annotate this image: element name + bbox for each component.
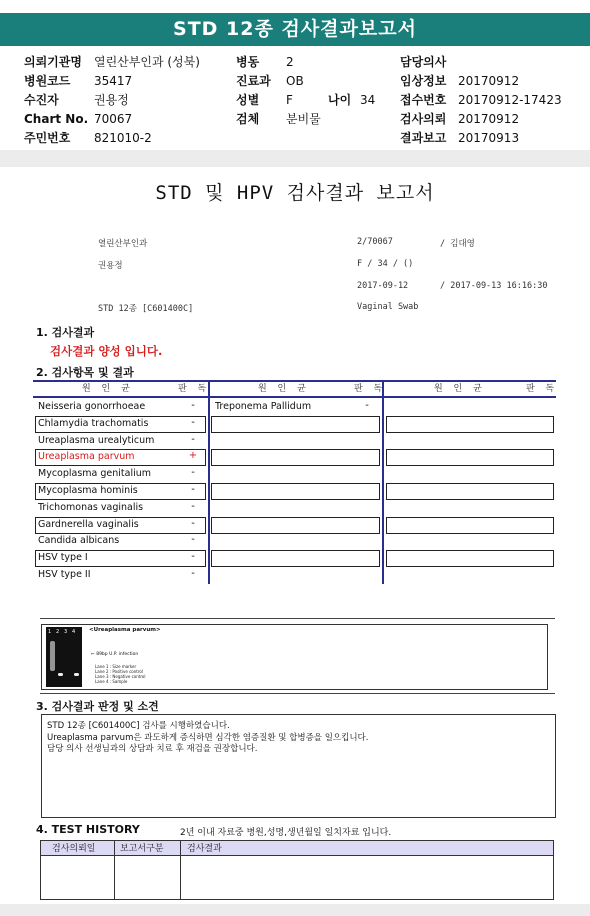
gel-legend-item: Lane 3 : Negative control <box>95 674 146 679</box>
header-field-value: 권용정 <box>94 93 129 107</box>
meta-test-code: STD 12종 [C601400C] <box>98 304 194 314</box>
meta-date-report: / 2017-09-13 16:16:30 <box>440 281 548 291</box>
header-field-value: 821010-2 <box>94 131 152 145</box>
pathogen-result: + <box>188 450 198 462</box>
header-field <box>24 91 200 110</box>
section-3-heading: 3. 검사결과 판정 및 소견 <box>36 700 159 713</box>
header-field-key: Chart No. <box>24 112 89 126</box>
pathogen-result: - <box>191 467 195 479</box>
pathogen-name: Mycoplasma genitalium <box>38 468 152 480</box>
header-field-key: 담당의사 <box>400 55 447 69</box>
header-field-value: 20170912 <box>458 74 520 88</box>
gel-lane-label: 1 <box>48 629 52 635</box>
table-divider-2 <box>382 381 384 584</box>
pathogen-name: Treponema Pallidum <box>215 401 312 412</box>
history-header-result: 검사결과 <box>187 844 222 854</box>
section-rule <box>40 618 555 619</box>
header-field <box>400 53 562 72</box>
inner-report-title: STD 및 HPV 검사결과 보고서 <box>155 182 435 204</box>
gel-lane-marker <box>50 641 55 671</box>
header-field <box>24 129 200 148</box>
th-pathogen-3: 원 인 균 <box>434 384 486 394</box>
section-4-heading: 4. TEST HISTORY <box>36 823 140 836</box>
history-table-header <box>40 840 554 856</box>
header-field <box>400 110 562 129</box>
header-field-value: 20170912-17423 <box>458 93 562 107</box>
empty-result-box <box>211 550 380 567</box>
pathogen-result: - <box>191 484 195 495</box>
header-field-value: 열린산부인과 (성북) <box>94 55 200 69</box>
header-field-value: 70067 <box>94 112 133 126</box>
header-field-key: 결과보고 <box>400 131 447 145</box>
th-judgement-2: 판 독 <box>354 384 387 394</box>
report-title: STD 12종 검사결과보고서 <box>0 13 590 46</box>
header-field-key: 의뢰기관명 <box>24 55 82 69</box>
gel-band-sample <box>74 673 79 676</box>
header-field <box>236 72 321 91</box>
th-judgement-3: 판 독 <box>526 384 559 394</box>
gel-legend-item: Lane 1 : Size marker <box>95 664 137 669</box>
pathogen-result: - <box>191 400 195 411</box>
header-field <box>236 53 321 72</box>
gel-arrow-label: ← 89bp U.P. infection <box>91 652 139 657</box>
header-field-key: 검사의뢰 <box>400 112 447 126</box>
pathogen-name: Trichomonas vaginalis <box>38 501 144 513</box>
empty-result-box <box>386 517 554 534</box>
pathogen-result: - <box>191 517 195 529</box>
header-field-value: F <box>286 93 293 107</box>
header-field-value: 20170912 <box>458 112 520 126</box>
empty-result-box <box>386 449 554 466</box>
gel-legend-item: Lane 2 : Positive control <box>95 669 143 674</box>
header-field-key: 병동 <box>236 55 260 69</box>
section-1-heading: 1. 검사결과 <box>36 326 95 339</box>
th-judgement-1: 판 독 <box>178 384 211 394</box>
pathogen-name: HSV type II <box>38 569 91 580</box>
meta-sex-age: F / 34 / () <box>357 259 414 269</box>
header-field-key: 임상정보 <box>400 74 447 88</box>
empty-result-box <box>211 483 380 500</box>
pathogen-result: - <box>191 433 195 445</box>
pathogen-name: Ureaplasma parvum <box>38 451 135 463</box>
pathogen-result: - <box>191 500 195 512</box>
header-field-key: 수진자 <box>24 93 59 107</box>
header-field-value: OB <box>286 74 304 88</box>
meta-date-request: 2017-09-12 <box>357 281 409 291</box>
meta-patient-no: 2/70067 <box>357 237 393 247</box>
pathogen-name: Chlamydia trachomatis <box>38 417 149 429</box>
history-header-type: 보고서구분 <box>120 844 164 854</box>
gel-legend <box>95 664 145 684</box>
header-field-value: 2 <box>286 55 294 69</box>
empty-result-box <box>211 449 380 466</box>
header-field <box>400 72 562 91</box>
footer-band <box>0 904 590 916</box>
pathogen-name: Mycoplasma hominis <box>38 485 138 496</box>
gel-lane-label: 3 <box>64 629 68 635</box>
positive-result-text: 검사결과 양성 입니다. <box>50 344 163 358</box>
pathogen-name: Gardnerella vaginalis <box>38 518 139 530</box>
gel-legend-item: Lane 4 : Sample <box>95 679 128 684</box>
table-header-rule <box>33 396 556 398</box>
empty-result-box <box>211 416 380 433</box>
header-age: 나이 34 <box>328 93 376 107</box>
header-field <box>24 72 200 91</box>
header-field-value: 20170913 <box>458 131 520 145</box>
meta-doctor: / 김대영 <box>440 239 475 249</box>
meta-hospital: 열린산부인과 <box>98 239 148 249</box>
pathogen-result: - <box>191 568 195 579</box>
header-field-key: 주민번호 <box>24 131 71 145</box>
section-2-heading: 2. 검사항목 및 결과 <box>36 366 134 379</box>
header-field <box>400 129 562 148</box>
header-field <box>236 110 321 129</box>
pathogen-name: Neisseria gonorrhoeae <box>38 401 146 412</box>
header-col1 <box>24 53 200 148</box>
header-col2 <box>236 53 321 129</box>
pathogen-name: HSV type I <box>38 552 88 564</box>
gel-band-positive <box>58 673 63 676</box>
meta-specimen: Vaginal Swab <box>357 302 419 312</box>
empty-result-box <box>386 416 554 433</box>
header-field-value: 35417 <box>94 74 133 88</box>
header-field <box>400 91 562 110</box>
header-col3 <box>400 53 562 148</box>
pathogen-result: - <box>191 534 195 546</box>
section-rule <box>40 693 555 694</box>
history-col-divider <box>114 840 115 900</box>
pathogen-result: - <box>191 551 195 563</box>
empty-result-box <box>386 550 554 567</box>
header-field-key: 접수번호 <box>400 93 447 107</box>
history-col-divider <box>180 840 181 900</box>
opinion-line: STD 12종 [C601400C] 검사를 시행하였습니다. <box>47 721 230 731</box>
header-field <box>24 110 200 129</box>
header-field <box>236 91 321 110</box>
empty-result-box <box>211 517 380 534</box>
pathogen-name: Candida albicans <box>38 535 120 547</box>
header-field-key: 검체 <box>236 112 260 126</box>
opinion-line: Ureaplasma parvum은 과도하게 증식하면 심각한 염증질환 및 합병증을 일으킵니다. <box>47 733 369 743</box>
pathogen-name: Ureaplasma urealyticum <box>38 434 155 446</box>
opinion-line: 담당 의사 선생님과의 상담과 치료 후 재검을 권장합니다. <box>47 744 258 754</box>
history-note: 2년 이내 자료중 병원,성명,생년월일 일치자료 입니다. <box>180 828 392 838</box>
th-pathogen-2: 원 인 균 <box>258 384 310 394</box>
header-field-key: 진료과 <box>236 74 271 88</box>
gel-title: <Ureaplasma parvum> <box>89 627 161 633</box>
history-header-date: 검사의뢰일 <box>52 844 96 854</box>
header-field-key: 병원코드 <box>24 74 71 88</box>
pathogen-result: - <box>191 416 195 428</box>
meta-patient-name: 권용정 <box>98 261 123 271</box>
empty-result-box <box>386 483 554 500</box>
gel-electrophoresis-image <box>46 627 82 687</box>
header-field-value: 분비물 <box>286 112 321 126</box>
pathogen-result: - <box>365 400 369 411</box>
header-field <box>24 53 200 72</box>
gel-lane-label: 2 <box>56 629 60 635</box>
header-field-key: 성별 <box>236 93 260 107</box>
divider-band <box>0 150 590 167</box>
th-pathogen-1: 원 인 균 <box>82 384 134 394</box>
gel-lane-label: 4 <box>72 629 76 635</box>
table-divider-1 <box>208 381 210 584</box>
